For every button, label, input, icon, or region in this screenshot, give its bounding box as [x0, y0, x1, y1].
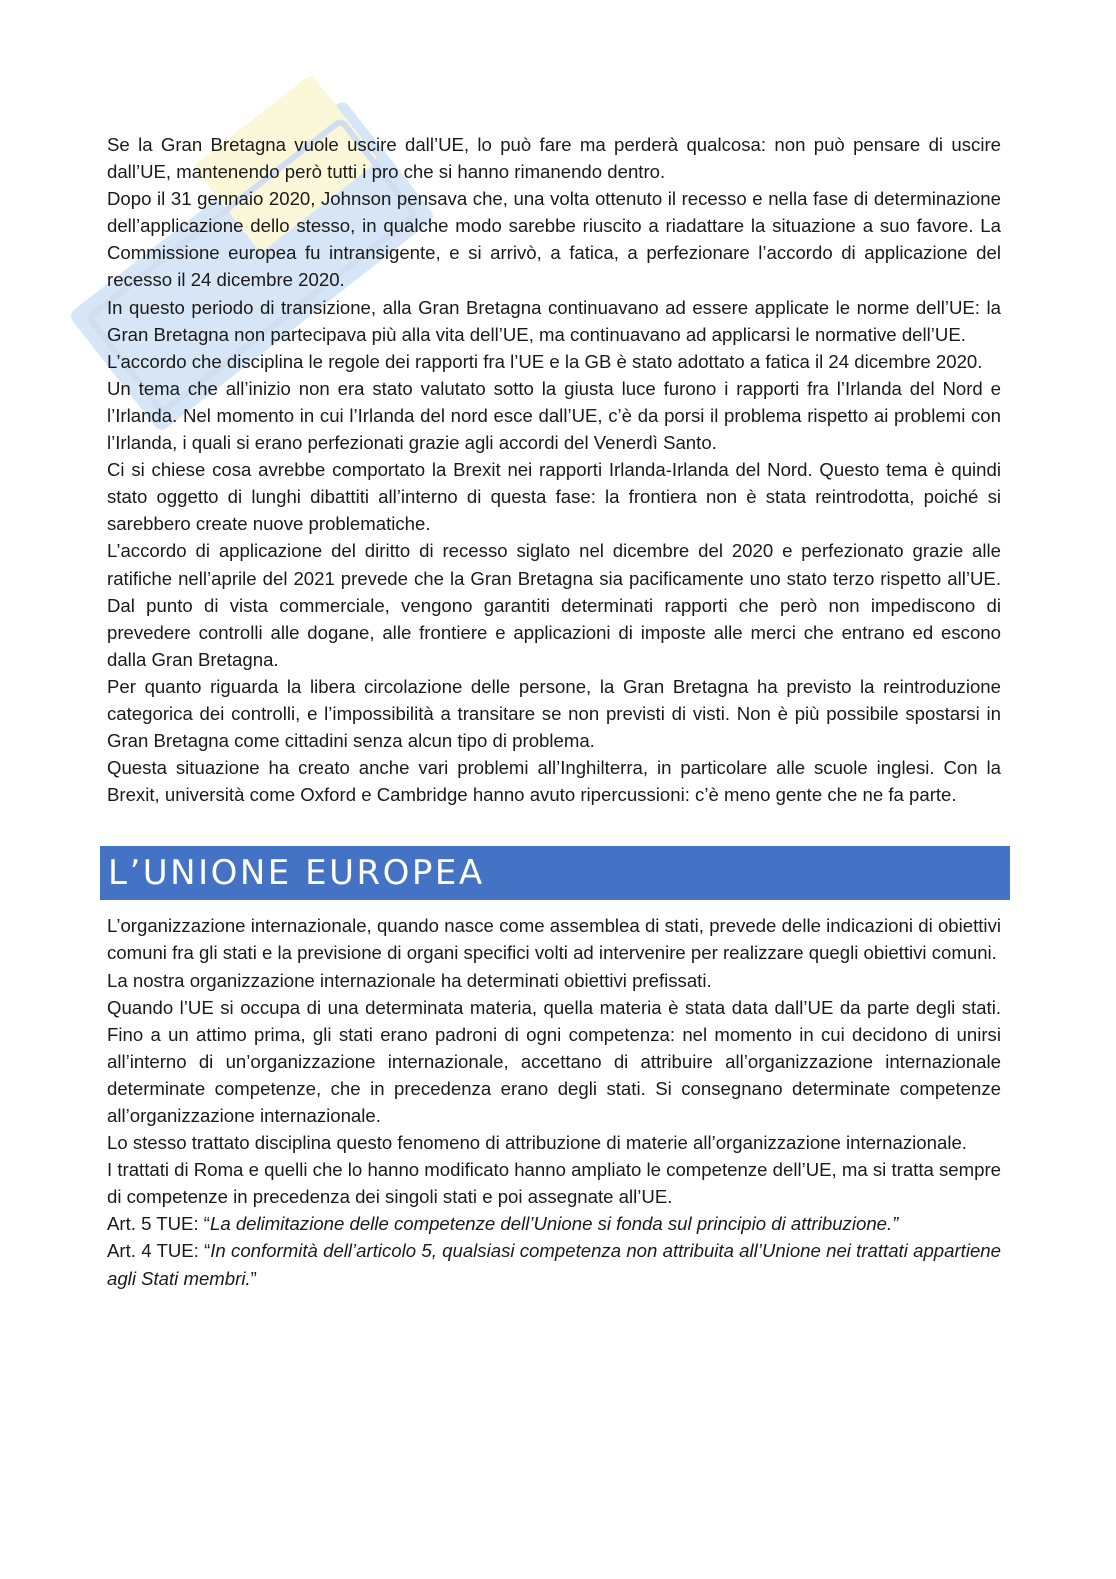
- paragraph: Ci si chiese cosa avrebbe comportato la Brexit nei rapporti Irlanda-Irlanda del Nord. Questo tema è quindi stato oggetto di lunghi dibattiti all’interno di questa fase: la frontiera non è stata reintrodotta, poiché si sarebbero create nuove problematiche.: [107, 459, 1001, 535]
- paragraph: Se la Gran Bretagna vuole uscire dall’UE, lo può fare ma perderà qualcosa: non può pensare di uscire dall’UE, mantenendo però tutti i pro che si hanno rimanendo dentro.: [107, 134, 1001, 183]
- quote-prefix: Art. 5 TUE: “: [107, 1213, 210, 1235]
- paragraph: I trattati di Roma e quelli che lo hanno modificato hanno ampliato le competenze dell’UE, ma si tratta sempre di competenze in precedenza dei singoli stati e poi assegnate all’UE.: [107, 1159, 1001, 1208]
- quote-suffix: ”: [892, 1213, 899, 1235]
- paragraph: Per quanto riguarda la libera circolazione delle persone, la Gran Bretagna ha previsto la reintroduzione categorica dei controlli, e l’impossibilità a transitare se non previsti di visti. Non è più possibile spostarsi in Gran Bretagna come cittadini senza alcun tipo di problema.: [107, 675, 1001, 752]
- article-quote: [107, 1237, 1001, 1291]
- paragraph: Un tema che all’inizio non era stato valutato sotto la giusta luce furono i rapporti fra l’Irlanda del Nord e l’Irlanda. Nel momento in cui l’Irlanda del nord esce dall’UE, c’è da porsi il problema rispetto ai problemi con l’Irlanda, i quali si erano perfezionati grazie agli accordi del Venerdì Santo.: [107, 377, 1001, 454]
- section-heading: L’UNIONE EUROPEA: [100, 846, 1010, 900]
- section-unione-europea: [107, 912, 1001, 1291]
- paragraph: Quando l’UE si occupa di una determinata materia, quella materia è stata data dall’UE da parte degli stati. Fino a un attimo prima, gli stati erano padroni di ogni competenza: nel momento in cui decidono di unirsi all’interno di un’organizzazione internazionale, accettano di attribuire all’organizzazione internazionale determinate competenze, che in precedenza erano degli stati. Si consegnano determinate competenze all’organizzazione internazionale.: [107, 996, 1001, 1126]
- quote-prefix: Art. 4 TUE: “: [107, 1240, 211, 1262]
- paragraph: L’accordo che disciplina le regole dei rapporti fra l’UE e la GB è stato adottato a fatica il 24 dicembre 2020.: [107, 350, 983, 372]
- paragraph: Questa situazione ha creato anche vari problemi all’Inghilterra, in particolare alle scuole inglesi. Con la Brexit, università come Oxford e Cambridge hanno avuto ripercussioni: c’è meno gente che ne fa parte.: [107, 757, 1001, 806]
- paragraph: In questo periodo di transizione, alla Gran Bretagna continuavano ad essere applicate le norme dell’UE: la Gran Bretagna non partecipava più alla vita dell’UE, ma continuavano ad applicarsi le normative dell’UE.: [107, 296, 1001, 345]
- section-brexit: [107, 131, 1001, 808]
- paragraph: Lo stesso trattato disciplina questo fenomeno di attribuzione di materie all’organizzazione internazionale.: [107, 1132, 967, 1154]
- paragraph: Dopo il 31 gennaio 2020, Johnson pensava che, una volta ottenuto il recesso e nella fase di determinazione dell’applicazione dello stesso, in qualche modo sarebbe riuscito a riadattare la situazione a suo favore. La Commissione europea fu intransigente, e si arrivò, a fatica, a perfezionare l’accordo di applicazione del recesso il 24 dicembre 2020.: [107, 188, 1001, 291]
- article-quote: [107, 1210, 1001, 1237]
- quote-text: In conformità dell’articolo 5, qualsiasi competenza non attribuita all’Unione nei trattati appartiene agli Stati membri.: [107, 1240, 1001, 1289]
- document-body: [107, 131, 1001, 1292]
- paragraph: L’organizzazione internazionale, quando nasce come assemblea di stati, prevede delle indicazioni di obiettivi comuni fra gli stati e la previsione di organi specifici volti ad intervenire per realizzare quegli obiettivi comuni.: [107, 915, 1001, 964]
- paragraph: L’accordo di applicazione del diritto di recesso siglato nel dicembre del 2020 e perfezionato grazie alle ratifiche nell’aprile del 2021 prevede che la Gran Bretagna sia pacificamente uno stato terzo rispetto all’UE. Dal punto di vista commerciale, vengono garantiti determinati rapporti che però non impediscono di prevedere controlli alle dogane, alle frontiere e applicazioni di imposte alle merci che entrano ed escono dalla Gran Bretagna.: [107, 540, 1001, 670]
- quote-text: La delimitazione delle competenze dell’Unione si fonda sul principio di attribuzione.: [209, 1213, 893, 1235]
- paragraph: La nostra organizzazione internazionale ha determinati obiettivi prefissati.: [107, 969, 712, 991]
- quote-suffix: ”: [250, 1267, 257, 1289]
